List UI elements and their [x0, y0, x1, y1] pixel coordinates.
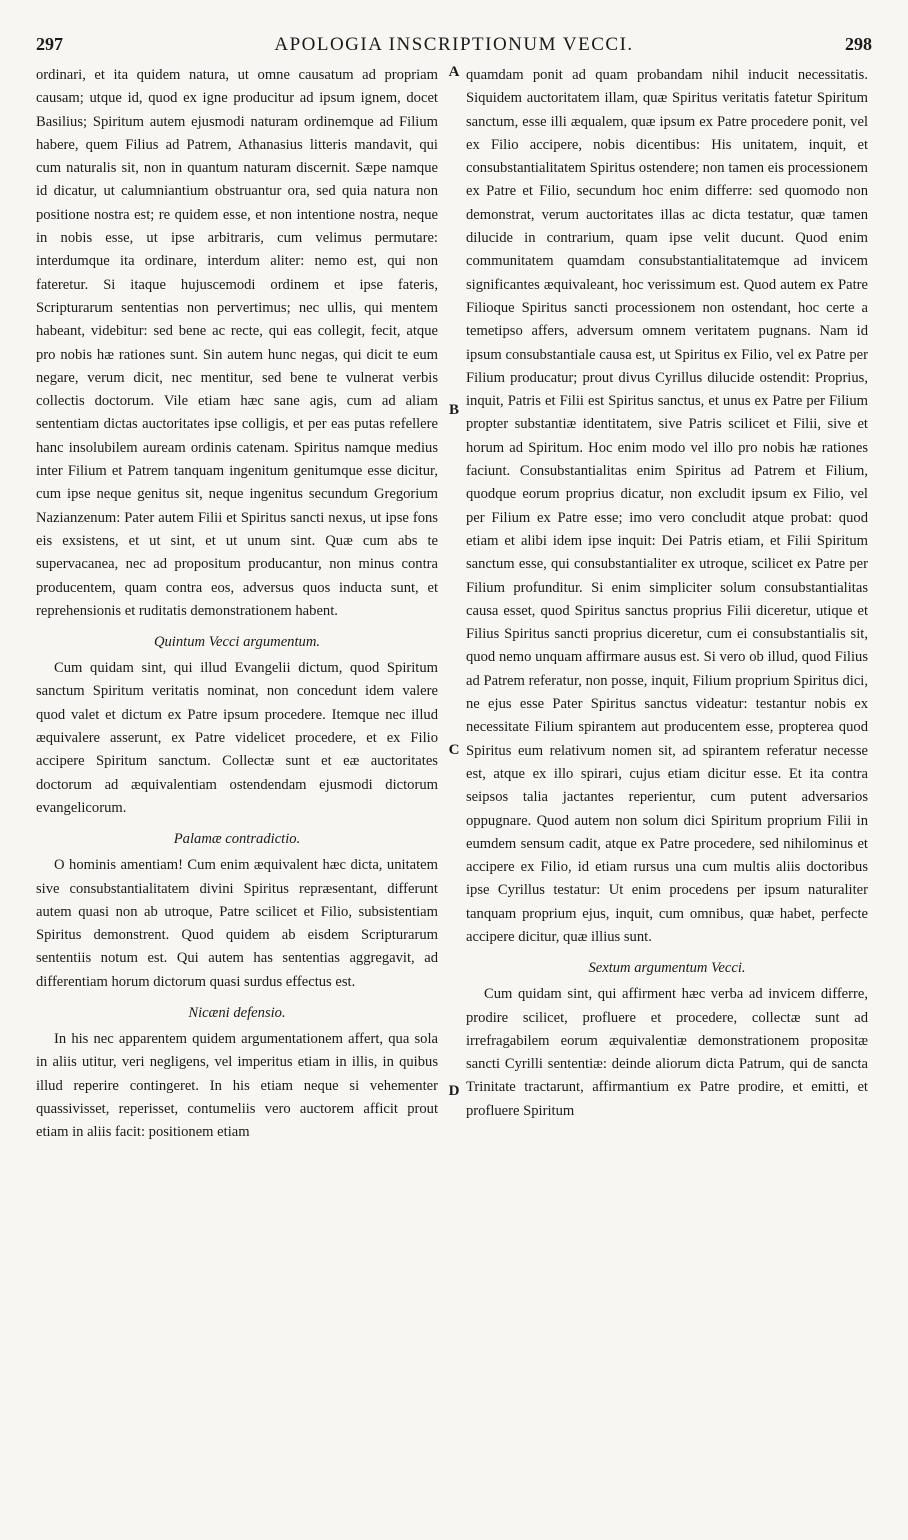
- page-header: [36, 34, 872, 64]
- margin-marker-d: D: [448, 1083, 460, 1099]
- left-page-number: 297: [36, 34, 63, 54]
- paragraph: Cum quidam sint, qui affirment hæc verba ad invicem differre, prodire scilicet, profluere et procedere, collectæ sunt ad irrefragabilem eorum æquivalentiæ demonstrationem propositæ sancti Cyrilli sententiæ: deinde aliorum dicta Patrum, qui de sancta Trinitate tractarunt, affirmantium ex Patre prodire, et emitti, et profluere Spiritum: [466, 986, 868, 1119]
- right-page-number: 298: [845, 34, 872, 54]
- section-heading: Nicæni defensio.: [188, 1004, 286, 1021]
- section-heading: Quintum Vecci argumentum.: [153, 634, 321, 651]
- paragraph: ordinari, et ita quidem natura, ut omne causatum ad propriam causam; utque id, quod ex igne producitur ad ipsum ignem, docet Basilius; Spiritum autem ejusmodi naturam ordinemque ad Filium habere, quem Filius ad Patrem, Athanasius litteris mandavit, qui cum naturalis sit, non in quantum naturam discernit. Sæpe namque id dicatur, ut calumniantium obstruantur ora, sed quia natura non positione nostra est; re quidem esse, et non intentione nostra, neque in nobis esse, ut ipse arbitraris, cum velimus permutare: interdumque ita ordinare, interdum aliter: nemo est, qui non fateretur. Si itaque hujuscemodi ordinem et ipse fateris, Scripturarum sententias non pervertimus; nec ullis, qui mentem habeant, videbitur: sed bene ac recte, qui eas collegit, fecit, atque pro nobis hæ rationes sunt. Sin autem hunc negas, qui dicit te eum negare, verum dicit, nec mentitur, sed bene te vulnerat verbis collectis doctorum. Vile etiam hæc sane agis, cum ad aliam sententiam dictas auctoritates ipse colligis, et per eas putas refellere hanc insolubilem auream ordinis catenam. Spiritus namque medius inter Filium et Patrem tanquam ingenitum genitumque esse dicitur, cum ipse neque genitus sit, neque ingenitus secundum Gregorium Nazianzenum: Pater autem Filii et Spiritus sancti nexus, ut ipse fons eis exsistens, et ut sint, et ut unum sint. Quæ cum abs te supervacanea, nec ad propositum producantur, non minus contra producentem, quam contra eos, adversus quos inducta sunt, et reprehensionis et ruditatis demonstrationem habent.: [36, 67, 438, 619]
- paragraph: In his nec apparentem quidem argumentationem affert, qua sola in aliis utitur, veri negligens, vel imperitus etiam in illis, in quibus illud reperire contingeret. In his etiam neque si vehementer quassivisset, reperisset, contumeliis vero auctorem afficit prout etiam in aliis facit: positionem etiam: [36, 1030, 438, 1141]
- running-title: APOLOGIA INSCRIPTIONUM VECCI.: [274, 34, 634, 55]
- margin-marker-a: A: [448, 64, 460, 80]
- section-heading: Palamæ contradictio.: [173, 831, 301, 848]
- left-column: [36, 64, 438, 1144]
- paragraph: O hominis amentiam! Cum enim æquivalent hæc dicta, unitatem sive consubstantialitatem divini Spiritus repræsentant, differunt autem quasi non ab utroque, Patre scilicet et Filio, subsistentiam Spiritus demonstrent. Quod quidem ab eisdem Scripturarum sententiis notum est. Qui autem has sententias aggregavit, ad differentiam horum dictorum quasi surdus effectus est.: [36, 857, 438, 990]
- right-column: [466, 64, 868, 1123]
- paragraph: Cum quidam sint, qui illud Evangelii dictum, quod Spiritum sanctum Spiritum veritatis nominat, non concedunt idem valere quod valet et dictum ex Patre ipsum procedere. Itemque nec illud æquivalere asserunt, ex Patre videlicet procedere, et ex Filio accipere Spiritum sanctum. Collectæ sunt et eæ auctoritates doctorum ad æquivalentiam ostendendam ejusmodi dictorum evangelicorum.: [36, 660, 438, 816]
- margin-marker-b: B: [448, 402, 459, 418]
- section-heading: Sextum argumentum Vecci.: [588, 960, 746, 977]
- margin-marker-c: C: [448, 742, 460, 758]
- paragraph: quamdam ponit ad quam probandam nihil inducit necessitatis. Siquidem auctoritatem illam, quæ Spiritus veritatis fatetur Spiritum sanctum, esse illi æqualem, quæ ipsum ex Patre procedere ponit, vel ex Filio accipere, nobis dicentibus: His unitatem, inquit, et consubstantialitatem Spiritus ostendere; non tamen eis processionem ex Patre et Filio, secundum hoc enim differre: sed quomodo non demonstrat, verum auctoritates illas ac dicta testatur, quæ tamen dilucide in contrarium, quam ipse velit ducunt. Quod enim communitatem quamdam consubstantialitatemque ad invicem significantes æquivaleant, hoc verissimum est. Quod autem ex Patre Filioque Spiritus sancti processionem non ostendant, hoc certe a temetipso affers, adversum omnem veritatem pugnans. Nam id ipsum consubstantiale causa est, ut Spiritus ex Filio, vel ex Patre per Filium producatur; prout divus Cyrillus dilucide ostendit: Proprius, inquit, Patris et Filii est Spiritus sanctus, et unus ex Patre per Filium propter substantiæ identitatem, sive Patris scilicet et Filii, sive et horum ad Spiritum. Hoc enim modo vel illo pro nobis hæ rationes faciunt. Consubstantialitas enim Spiritus ad Patrem et Filium, quodque eorum proprius dicatur, non excludit ipsum ex Filio, vel per Filium ex Patre esse; imo vero concludit atque probat: quod etiam et alibi idem ipse inquit: Dei Patris etiam, et Filii Spiritum sanctum esse, qui consubstantialiter ex utroque, scilicet ex Patre per Filium profunditur. Si enim simpliciter solum consubstantialitas causa esset, quod Spiritus sanctus proprius Filii diceretur, utique et Filius Spiritus sancti proprius diceretur, cum ei consubstantialis sit, quod nemo unquam affirmare ausus est. Si vero ob illud, quod Filius ad Patrem referatur, non posse, inquit, Filium proprium Spiritus dici, ne ejus esse Pater Spiritus sanctus videatur: testantur nobis ex necessitate Filium spirantem aut producentem esse, propterea quod Spiritus eum relativum nomen sit, ad spirantem referatur necesse est, atque ex illo spirari, cujus etiam dicitur esse. Et ita contra seipsos talia jactantes reperientur, cum putent adversarios oppugnare. Quod autem non solum dici Spiritum proprium Filii in eumdem sensum cadit, atque ex Patre procedere, sed nihilominus et accipere ex Filio, id etiam rursus una cum multis aliis doctoribus ipse Cyrillus testatur: Ut enim procedens per ipsum naturaliter tanquam proprium ejus, inquit, cum omnibus, quæ habet, perfecte accipere dicitur, quæ illius sunt.: [466, 67, 868, 945]
